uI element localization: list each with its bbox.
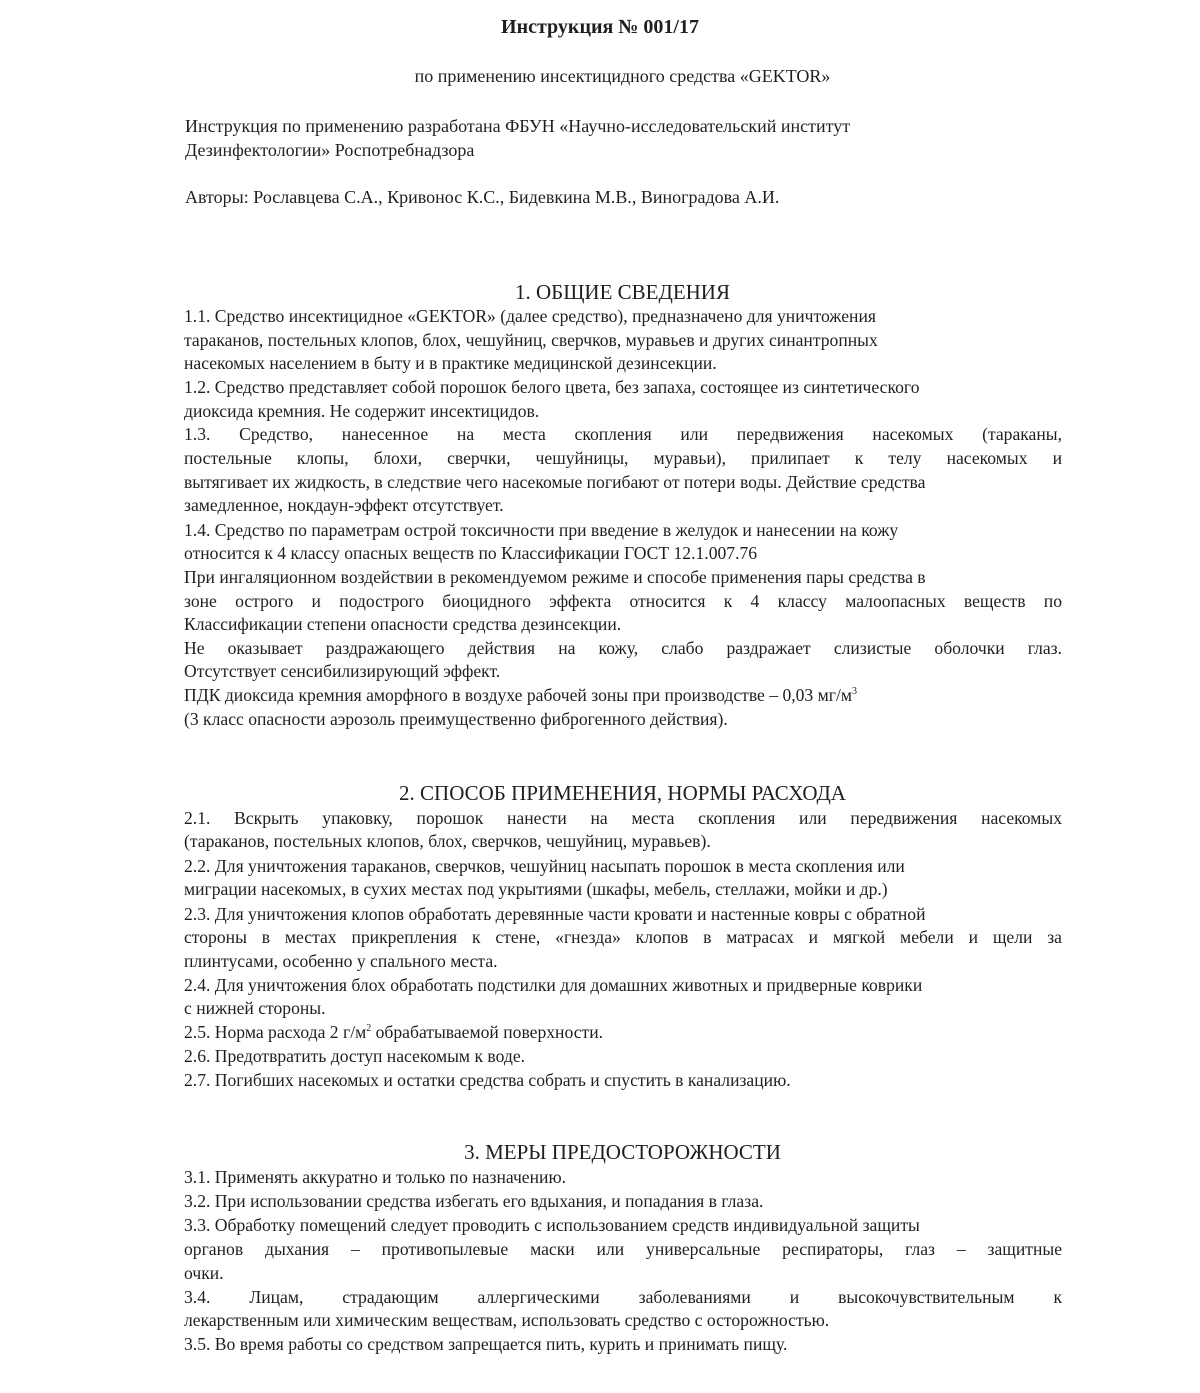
pdk-superscript: 3 [852,686,858,697]
text-line: 2.1. Вскрыть упаковку, порошок нанести на места скопления или передвижения насекомых [184,808,1062,828]
norm-superscript: 2 [366,1023,372,1034]
text-line: 3.4. Лицам, страдающим аллергическими заболеваниями и высокочувствительным к [184,1287,1062,1307]
section-3-heading: 3. МЕРЫ ПРЕДОСТОРОЖНОСТИ [464,1140,781,1164]
text-line: 2.7. Погибших насекомых и остатки средства собрать и спустить в канализацию. [184,1070,791,1090]
text-line: (тараканов, постельных клопов, блох, сверчков, чешуйниц, муравьев). [184,831,711,851]
pdk-text: ПДК диоксида кремния аморфного в воздухе рабочей зоны при производстве – 0,03 мг/м [184,685,853,705]
text-line: стороны в местах прикрепления к стене, «гнезда» клопов в матрасах и мягкой мебели и щели за [184,927,1062,947]
text-line: замедленное, нокдаун-эффект отсутствует. [184,495,504,515]
text-line: 1.2. Средство представляет собой порошок белого цвета, без запаха, состоящее из синтетического [184,377,920,397]
text-line: Классификации степени опасности средства дезинсекции. [184,614,622,634]
text-line: 2.3. Для уничтожения клопов обработать деревянные части кровати и настенные ковры с обратной [184,904,926,924]
text-line: относится к 4 классу опасных веществ по Классификации ГОСТ 12.1.007.76 [184,543,758,563]
text-line: Отсутствует сенсибилизирующий эффект. [184,661,501,681]
text-line: 3.2. При использовании средства избегать его вдыхания, и попадания в глаза. [184,1191,764,1211]
developer-line-2: Дезинфектологии» Роспотребнадзора [185,140,475,160]
pdk-line [184,684,857,706]
document-subtitle: по применению инсектицидного средства «GEKTOR» [414,66,831,86]
text-line: с нижней стороны. [184,998,326,1018]
text-line: 1.4. Средство по параметрам острой токсичности при введение в желудок и нанесении на кожу [184,520,899,540]
text-line: очки. [184,1263,224,1283]
section-2-heading: 2. СПОСОБ ПРИМЕНЕНИЯ, НОРМЫ РАСХОДА [399,781,846,805]
text-line: (3 класс опасности аэрозоль преимущественно фиброгенного действия). [184,709,728,729]
text-line: 3.5. Во время работы со средством запрещается пить, курить и принимать пищу. [184,1334,788,1354]
authors-line: Авторы: Рославцева С.А., Кривонос К.С., Бидевкина М.В., Виноградова А.И. [185,187,780,207]
text-line: 2.6. Предотвратить доступ насекомым к воде. [184,1046,526,1066]
text-line: миграции насекомых, в сухих местах под укрытиями (шкафы, мебель, стеллажи, мойки и др.) [184,879,888,899]
text-line: плинтусами, особенно у спального места. [184,951,498,971]
text-line: лекарственным или химическим веществам, использовать средство с осторожностью. [184,1310,830,1330]
text-line: 2.4. Для уничтожения блох обработать подстилки для домашних животных и придверные коврики [184,975,923,995]
text-line: постельные клопы, блохи, сверчки, чешуйницы, муравьи), прилипает к телу насекомых и [184,448,1062,468]
text-line: зоне острого и подострого биоцидного эффекта относится к 4 классу малоопасных веществ по [184,591,1062,611]
developer-line-1: Инструкция по применению разработана ФБУН «Научно-исследовательский институт [185,116,851,136]
text-line: тараканов, постельных клопов, блох, чешуйниц, сверчков, муравьев и других синантропных [184,330,878,350]
document-title: Инструкция № 001/17 [501,16,699,38]
text-line: насекомых населением в быту и в практике медицинской дезинсекции. [184,353,717,373]
developer-info [185,114,1065,162]
norm-text: 2.5. Норма расхода 2 г/м [184,1022,367,1042]
text-line: 2.2. Для уничтожения тараканов, сверчков, чешуйниц насыпать порошок в места скопления или [184,856,905,876]
text-line: 1.1. Средство инсектицидное «GEKTOR» (далее средство), предназначено для уничтожения [184,306,876,326]
text-line: диоксида кремния. Не содержит инсектицидов. [184,401,540,421]
text-line: 1.3. Средство, нанесенное на места скопления или передвижения насекомых (тараканы, [184,424,1062,444]
text-line: Не оказывает раздражающего действия на кожу, слабо раздражает слизистые оболочки глаз. [184,638,1062,658]
text-line: 3.3. Обработку помещений следует проводить с использованием средств индивидуальной защиты [184,1215,920,1235]
section-1-heading: 1. ОБЩИЕ СВЕДЕНИЯ [515,280,730,304]
norm-tail: обрабатываемой поверхности. [371,1022,604,1042]
text-line: 3.1. Применять аккуратно и только по назначению. [184,1167,566,1187]
text-line: вытягивает их жидкость, в следствие чего насекомые погибают от потери воды. Действие средства [184,472,926,492]
text-line: органов дыхания – противопылевые маски или универсальные респираторы, глаз – защитные [184,1239,1062,1259]
text-line: При ингаляционном воздействии в рекомендуемом режиме и способе применения пары средства в [184,567,926,587]
norm-line [184,1021,603,1043]
